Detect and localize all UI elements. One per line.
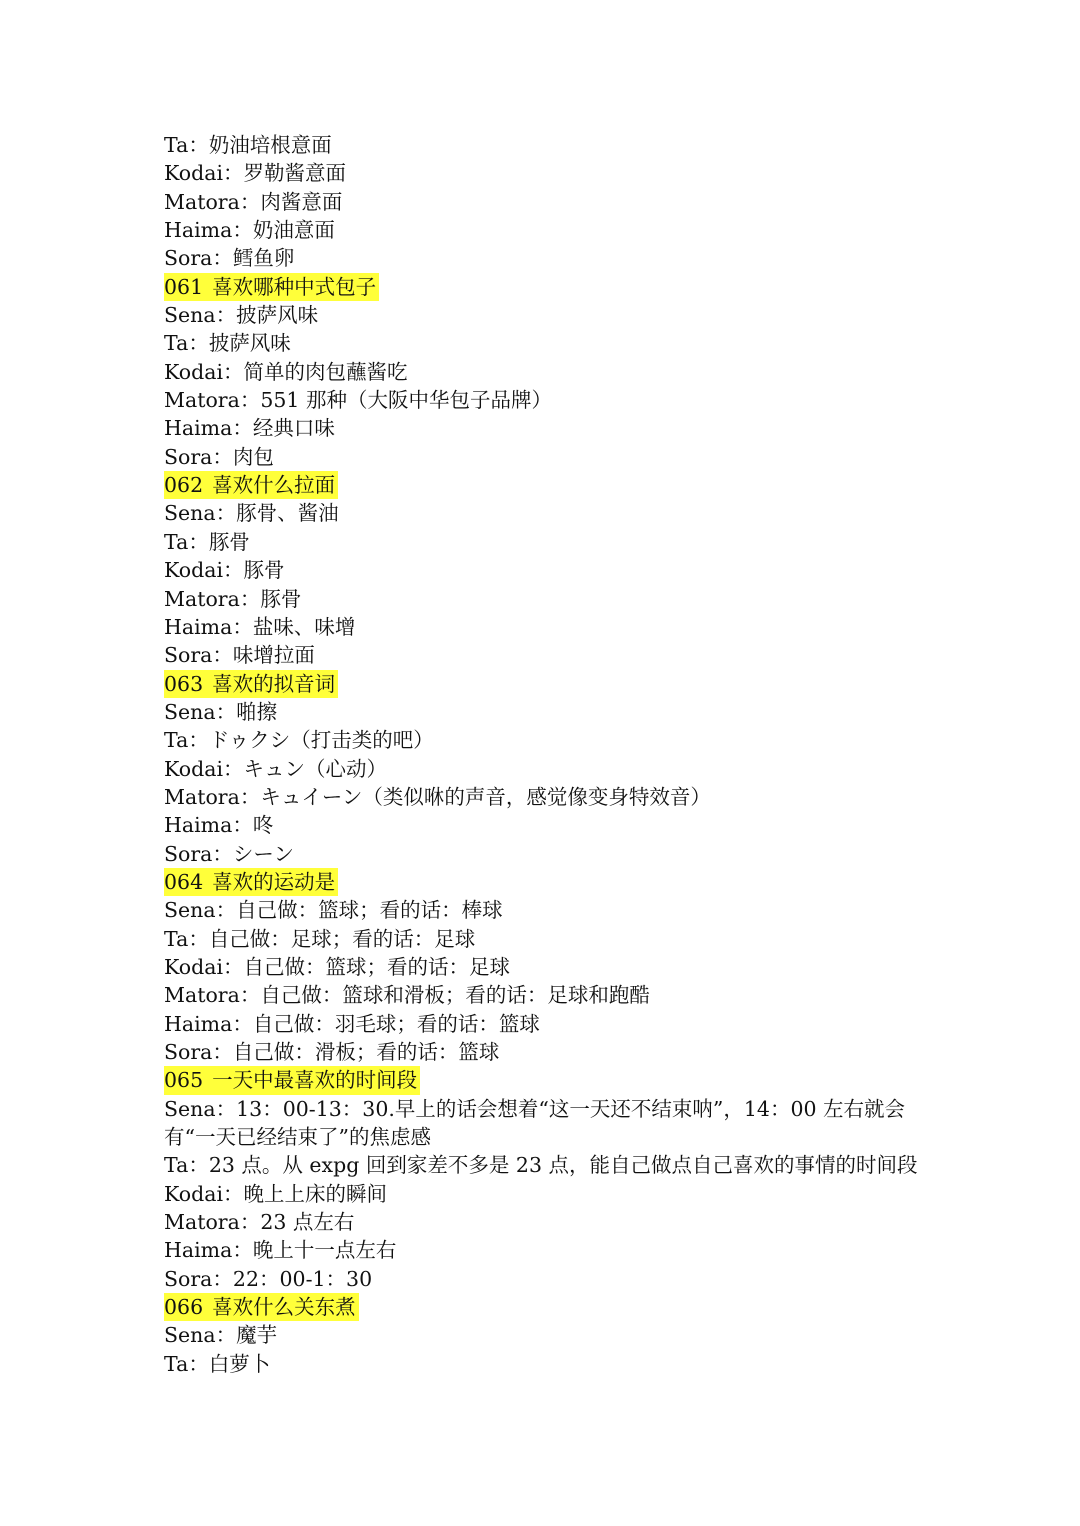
answer-line: [164, 1010, 924, 1038]
member-name: Haima: [164, 813, 233, 838]
separator: ：: [223, 756, 244, 781]
question-number: 063: [164, 671, 204, 696]
question-heading: [164, 471, 924, 499]
member-name: Matora: [164, 1210, 240, 1235]
answer-line: [164, 953, 924, 981]
answer-text: 自己做：羽毛球；看的话：篮球: [252, 1011, 540, 1036]
question-highlight: [164, 1293, 359, 1321]
answer-line: [164, 698, 924, 726]
answer-line: [164, 783, 924, 811]
member-name: Ta: [164, 133, 189, 157]
separator: ：: [239, 586, 261, 611]
answer-text: 13：00-13：30.早上的话会想着“这一天还不结束呐”，14：00 左右就会有“一天已经结束了”的焦虑感: [164, 1096, 906, 1150]
answer-text: 肉包: [232, 444, 274, 469]
member-name: Ta: [164, 1351, 189, 1376]
question-highlight: [164, 1066, 420, 1094]
question-title: 喜欢的运动是: [212, 869, 336, 894]
separator: ：: [215, 1096, 237, 1121]
member-name: Ta: [164, 926, 189, 951]
answer-text: 晚上上床的瞬间: [243, 1181, 388, 1206]
answer-text: 白萝卜: [208, 1351, 271, 1376]
member-name: Haima: [164, 1011, 233, 1036]
question-heading: [164, 670, 924, 698]
separator: ：: [232, 416, 253, 441]
answer-line: [164, 641, 924, 669]
answer-text: 罗勒酱意面: [243, 161, 347, 186]
member-name: Kodai: [164, 1181, 224, 1206]
answer-text: 经典口味: [252, 416, 335, 441]
separator: ：: [223, 954, 244, 979]
answer-line: [164, 556, 924, 584]
member-name: Matora: [164, 586, 240, 611]
answer-text: 魔芋: [236, 1323, 278, 1348]
separator: ：: [212, 1266, 233, 1291]
member-name: Sena: [164, 1096, 216, 1121]
question-heading: [164, 868, 924, 896]
answer-text: 披萨风味: [208, 331, 291, 356]
separator: ：: [239, 784, 261, 809]
separator: ：: [212, 643, 233, 668]
question-highlight: [164, 273, 379, 301]
member-name: Matora: [164, 189, 240, 214]
answer-line: [164, 811, 924, 839]
answer-line: [164, 414, 924, 442]
separator: ：: [215, 303, 237, 328]
separator: ：: [239, 189, 261, 214]
answer-text: 晚上十一点左右: [252, 1238, 397, 1263]
answer-line: [164, 1038, 924, 1066]
answer-line: [164, 896, 924, 924]
answer-text: 豚骨: [243, 558, 285, 583]
member-name: Kodai: [164, 756, 224, 781]
member-name: Haima: [164, 614, 233, 639]
answer-line: [164, 301, 924, 329]
member-name: Sora: [164, 643, 213, 668]
answer-text: 551 那种（大阪中华包子品牌）: [260, 388, 552, 413]
member-name: Matora: [164, 983, 240, 1008]
member-name: Kodai: [164, 954, 224, 979]
separator: ：: [232, 218, 253, 243]
answer-text: 披萨风味: [236, 303, 319, 328]
answer-line: [164, 1095, 924, 1152]
answer-text: 简单的肉包蘸酱吃: [243, 359, 408, 384]
answer-line: [164, 840, 924, 868]
answer-line: [164, 613, 924, 641]
separator: ：: [188, 133, 209, 157]
answer-line: [164, 159, 924, 187]
question-heading: [164, 1066, 924, 1094]
separator: ：: [232, 813, 253, 838]
answer-line: [164, 499, 924, 527]
separator: ：: [239, 388, 261, 413]
answer-line: [164, 358, 924, 386]
separator: ：: [223, 1181, 244, 1206]
member-name: Sora: [164, 246, 213, 271]
member-name: Sora: [164, 1040, 213, 1064]
answer-line: [164, 1180, 924, 1208]
answer-text: シーン: [232, 841, 295, 866]
separator: ：: [212, 841, 233, 866]
member-name: Kodai: [164, 161, 224, 186]
answer-text: ドゥクシ（打击类的吧）: [208, 728, 434, 753]
member-name: Sena: [164, 303, 216, 328]
member-name: Sena: [164, 1323, 216, 1348]
answer-text: 豚骨、酱油: [236, 501, 339, 526]
question-title: 喜欢什么关东煮: [212, 1295, 356, 1320]
answer-line: [164, 1236, 924, 1264]
answer-line: [164, 755, 924, 783]
answer-line: [164, 1208, 924, 1236]
question-highlight: [164, 670, 338, 698]
member-name: Ta: [164, 728, 189, 753]
separator: ：: [188, 1153, 209, 1178]
separator: ：: [232, 1238, 253, 1263]
member-name: Sena: [164, 501, 216, 526]
answer-text: 豚骨: [208, 529, 250, 554]
separator: ：: [232, 614, 253, 639]
member-name: Haima: [164, 218, 233, 243]
answer-line: [164, 1350, 924, 1378]
answer-line: [164, 443, 924, 471]
answer-text: 鳕鱼卵: [232, 246, 295, 271]
answer-text: 自己做：篮球；看的话：足球: [243, 954, 511, 979]
member-name: Sora: [164, 1266, 213, 1291]
separator: ：: [223, 558, 244, 583]
question-heading: [164, 273, 924, 301]
answer-text: キュイーン（类似咻的声音，感觉像变身特效音）: [260, 784, 711, 809]
question-title: 一天中最喜欢的时间段: [212, 1068, 418, 1093]
answer-text: キュン（心动）: [243, 756, 388, 781]
answer-text: 23 点左右: [260, 1210, 355, 1235]
separator: ：: [239, 1210, 261, 1235]
member-name: Haima: [164, 1238, 233, 1263]
separator: ：: [215, 699, 237, 724]
question-number: 062: [164, 473, 204, 498]
question-number: 066: [164, 1295, 204, 1320]
answer-text: 奶油意面: [252, 218, 335, 243]
separator: ：: [215, 898, 237, 923]
answer-text: 豚骨: [260, 586, 302, 611]
answer-line: [164, 329, 924, 357]
answer-text: 自己做：滑板；看的话：篮球: [232, 1040, 500, 1064]
separator: ：: [215, 1323, 237, 1348]
answer-text: 自己做：足球；看的话：足球: [208, 926, 476, 951]
question-number: 061: [164, 274, 204, 299]
answer-text: 咚: [252, 813, 274, 838]
answer-text: 盐味、味增: [252, 614, 356, 639]
separator: ：: [223, 359, 244, 384]
question-heading: [164, 1293, 924, 1321]
answer-line: [164, 981, 924, 1009]
answer-line: [164, 585, 924, 613]
answer-text: 啪擦: [236, 699, 278, 724]
answer-text: 自己做：篮球和滑板；看的话：足球和跑酷: [260, 983, 650, 1008]
document-body: [164, 131, 924, 1378]
answer-line: [164, 1321, 924, 1349]
member-name: Sora: [164, 841, 213, 866]
separator: ：: [188, 529, 209, 554]
member-name: Ta: [164, 1153, 189, 1178]
separator: ：: [223, 161, 244, 186]
separator: ：: [232, 1011, 253, 1036]
answer-text: 奶油培根意面: [208, 133, 332, 157]
question-highlight: [164, 471, 338, 499]
member-name: Sora: [164, 444, 213, 469]
separator: ：: [212, 246, 233, 271]
answer-line: [164, 216, 924, 244]
member-name: Kodai: [164, 359, 224, 384]
separator: ：: [188, 331, 209, 356]
answer-text: 22：00-1：30: [232, 1266, 373, 1291]
separator: ：: [188, 1351, 209, 1376]
question-title: 喜欢什么拉面: [212, 473, 336, 498]
question-title: 喜欢的拟音词: [212, 671, 336, 696]
answer-line: [164, 1265, 924, 1293]
question-highlight: [164, 868, 338, 896]
answer-text: 自己做：篮球；看的话：棒球: [236, 898, 503, 923]
answer-line: [164, 188, 924, 216]
answer-line: [164, 925, 924, 953]
member-name: Matora: [164, 388, 240, 413]
member-name: Kodai: [164, 558, 224, 583]
separator: ：: [188, 728, 209, 753]
separator: ：: [239, 983, 261, 1008]
question-number: 065: [164, 1068, 204, 1093]
answer-text: 肉酱意面: [260, 189, 343, 214]
member-name: Ta: [164, 331, 189, 356]
separator: ：: [215, 501, 237, 526]
separator: ：: [212, 444, 233, 469]
question-number: 064: [164, 869, 204, 894]
member-name: Ta: [164, 529, 189, 554]
answer-line: [164, 528, 924, 556]
member-name: Sena: [164, 898, 216, 923]
separator: ：: [212, 1040, 233, 1064]
member-name: Sena: [164, 699, 216, 724]
answer-text: 23 点。从 expg 回到家差不多是 23 点，能自己做点自己喜欢的事情的时间段: [208, 1153, 918, 1178]
member-name: Matora: [164, 784, 240, 809]
separator: ：: [188, 926, 209, 951]
question-title: 喜欢哪种中式包子: [212, 274, 377, 299]
member-name: Haima: [164, 416, 233, 441]
answer-line: [164, 386, 924, 414]
answer-text: 味增拉面: [232, 643, 315, 668]
answer-line: [164, 726, 924, 754]
answer-line: [164, 244, 924, 272]
answer-line: [164, 131, 924, 159]
answer-line: [164, 1151, 924, 1179]
